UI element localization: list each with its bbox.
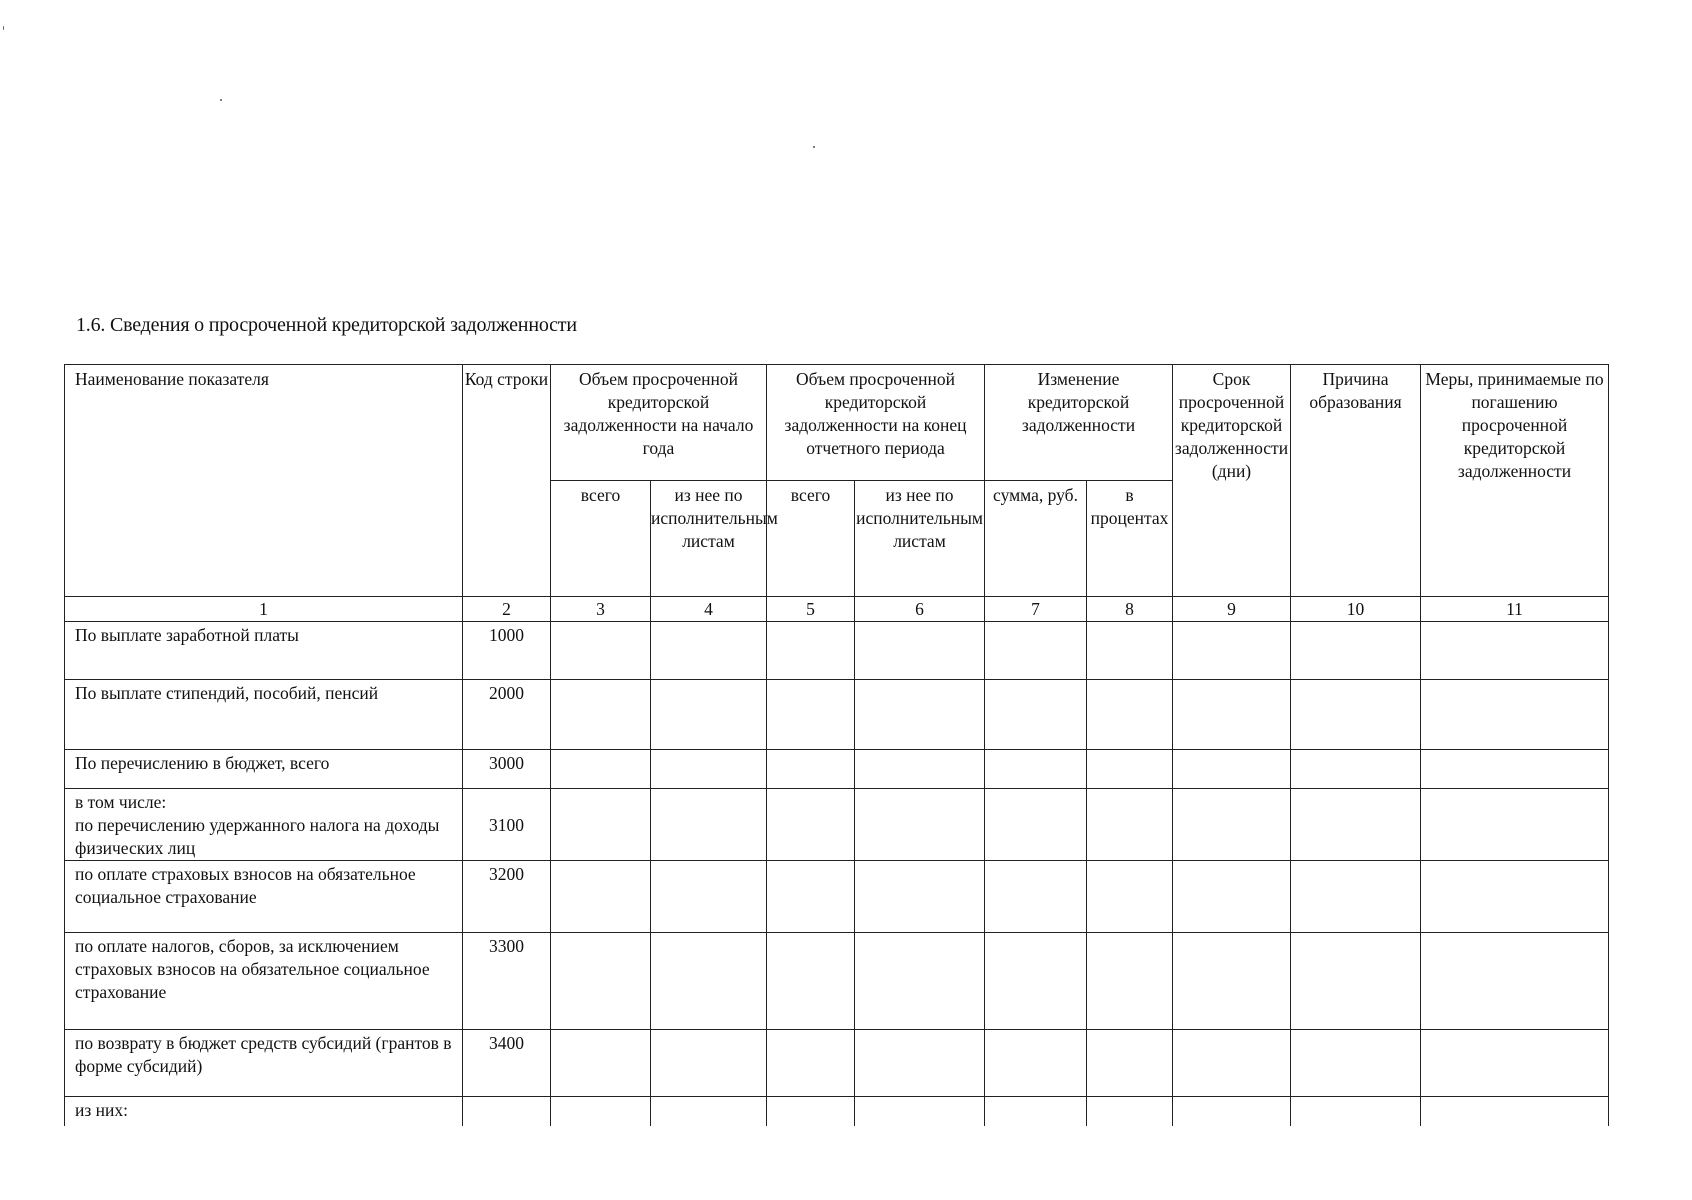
data-cell[interactable] [551,933,651,1030]
data-cell[interactable] [1173,680,1291,750]
column-number-row [65,597,1609,622]
header-start-writs: из нее по исполнительным листам [651,481,767,597]
header-end-writs: из нее по исполнительным листам [855,481,985,597]
header-start-total: всего [551,481,651,597]
data-cell[interactable] [985,750,1087,789]
scan-speck [220,99,222,101]
column-number: 7 [985,597,1087,622]
row-label: по оплате страховых взносов на обязательное социальное страхование [65,861,463,933]
row-code: 3300 [463,933,551,1030]
data-cell[interactable] [1087,933,1173,1030]
data-cell[interactable] [1087,789,1173,861]
data-cell[interactable] [767,680,855,750]
data-cell[interactable] [767,1030,855,1097]
header-change-group: Изменение кредиторской задолженности [985,365,1173,481]
data-cell[interactable] [1291,1030,1421,1097]
row-label: в том числе: по перечислению удержанного налога на доходы физических лиц [65,789,463,861]
data-cell[interactable] [855,789,985,861]
data-cell[interactable] [855,933,985,1030]
column-number: 3 [551,597,651,622]
data-cell[interactable] [767,622,855,680]
table-row [65,1097,1609,1126]
column-number: 2 [463,597,551,622]
data-cell[interactable] [767,861,855,933]
row-code: 3100 [463,789,551,861]
data-cell[interactable] [1291,750,1421,789]
row-label: По выплате заработной платы [65,622,463,680]
data-cell[interactable] [651,1097,767,1126]
data-cell[interactable] [1291,622,1421,680]
data-cell[interactable] [855,680,985,750]
header-end-group: Объем просроченной кредиторской задолженности на конец отчетного периода [767,365,985,481]
column-number: 9 [1173,597,1291,622]
data-cell[interactable] [651,1030,767,1097]
data-cell[interactable] [651,933,767,1030]
header-reason: Причина образования [1291,365,1421,597]
data-cell[interactable] [985,1030,1087,1097]
data-cell[interactable] [985,680,1087,750]
data-cell[interactable] [1173,622,1291,680]
header-code: Код строки [463,365,551,597]
data-cell[interactable] [855,750,985,789]
data-cell[interactable] [1291,933,1421,1030]
row-label: По перечислению в бюджет, всего [65,750,463,789]
header-name: Наименование показателя [65,365,463,597]
data-cell[interactable] [1421,1097,1609,1126]
data-cell[interactable] [855,861,985,933]
table-row [65,680,1609,750]
data-cell[interactable] [551,789,651,861]
data-cell[interactable] [767,789,855,861]
data-cell[interactable] [651,750,767,789]
row-label: по оплате налогов, сборов, за исключением страховых взносов на обязательное социальное страхование [65,933,463,1030]
data-cell[interactable] [651,789,767,861]
table-row [65,1030,1609,1097]
data-cell[interactable] [1421,750,1609,789]
data-cell[interactable] [551,1030,651,1097]
data-cell[interactable] [767,933,855,1030]
data-cell[interactable] [551,861,651,933]
page-title: 1.6. Сведения о просроченной кредиторской задолженности [76,314,577,336]
data-cell[interactable] [551,1097,651,1126]
data-cell[interactable] [1087,680,1173,750]
column-number: 8 [1087,597,1173,622]
data-cell[interactable] [855,1030,985,1097]
column-number: 11 [1421,597,1609,622]
data-cell[interactable] [985,933,1087,1030]
row-label: По выплате стипендий, пособий, пенсий [65,680,463,750]
data-cell[interactable] [985,1097,1087,1126]
data-cell[interactable] [985,861,1087,933]
data-cell[interactable] [1291,1097,1421,1126]
overdue-debt-table [64,364,1609,1126]
header-measures: Меры, принимаемые по погашению просроченной кредиторской задолженности [1421,365,1609,597]
data-cell[interactable] [855,622,985,680]
data-cell[interactable] [1173,789,1291,861]
data-cell[interactable] [1173,861,1291,933]
data-cell[interactable] [1291,680,1421,750]
data-cell[interactable] [767,1097,855,1126]
data-cell[interactable] [767,750,855,789]
scan-speck [3,26,4,30]
row-code [463,1097,551,1126]
data-cell[interactable] [855,1097,985,1126]
data-cell[interactable] [1173,1097,1291,1126]
column-number: 10 [1291,597,1421,622]
row-code: 3200 [463,861,551,933]
data-cell[interactable] [985,789,1087,861]
data-cell[interactable] [551,680,651,750]
column-number: 5 [767,597,855,622]
row-code: 2000 [463,680,551,750]
data-cell[interactable] [1421,789,1609,861]
data-cell[interactable] [1087,1030,1173,1097]
data-cell[interactable] [1087,750,1173,789]
data-cell[interactable] [1291,789,1421,861]
data-cell[interactable] [651,622,767,680]
data-cell[interactable] [651,861,767,933]
data-cell[interactable] [1087,622,1173,680]
table-row [65,750,1609,789]
header-start-group: Объем просроченной кредиторской задолженности на начало года [551,365,767,481]
header-end-total: всего [767,481,855,597]
data-cell[interactable] [1421,933,1609,1030]
data-cell[interactable] [1421,1030,1609,1097]
data-cell[interactable] [985,622,1087,680]
header-change-pct: в процентах [1087,481,1173,597]
row-code: 1000 [463,622,551,680]
scan-speck [813,146,815,148]
data-cell[interactable] [1421,680,1609,750]
column-number: 1 [65,597,463,622]
data-cell[interactable] [1173,750,1291,789]
header-change-sum: сумма, руб. [985,481,1087,597]
data-cell[interactable] [1087,1097,1173,1126]
data-cell[interactable] [1421,622,1609,680]
data-cell[interactable] [551,622,651,680]
row-code: 3400 [463,1030,551,1097]
column-number: 6 [855,597,985,622]
table-row [65,622,1609,680]
data-cell[interactable] [1087,861,1173,933]
data-cell[interactable] [1173,933,1291,1030]
header-term: Срок просроченной кредиторской задолженности (дни) [1173,365,1291,597]
column-number: 4 [651,597,767,622]
data-cell[interactable] [1421,861,1609,933]
data-cell[interactable] [551,750,651,789]
table-row [65,861,1609,933]
row-label: по возврату в бюджет средств субсидий (грантов в форме субсидий) [65,1030,463,1097]
header-row-top [65,365,1609,481]
row-label: из них: [65,1097,463,1126]
data-cell[interactable] [651,680,767,750]
row-code: 3000 [463,750,551,789]
table-row [65,789,1609,861]
data-cell[interactable] [1173,1030,1291,1097]
table-row [65,933,1609,1030]
data-cell[interactable] [1291,861,1421,933]
